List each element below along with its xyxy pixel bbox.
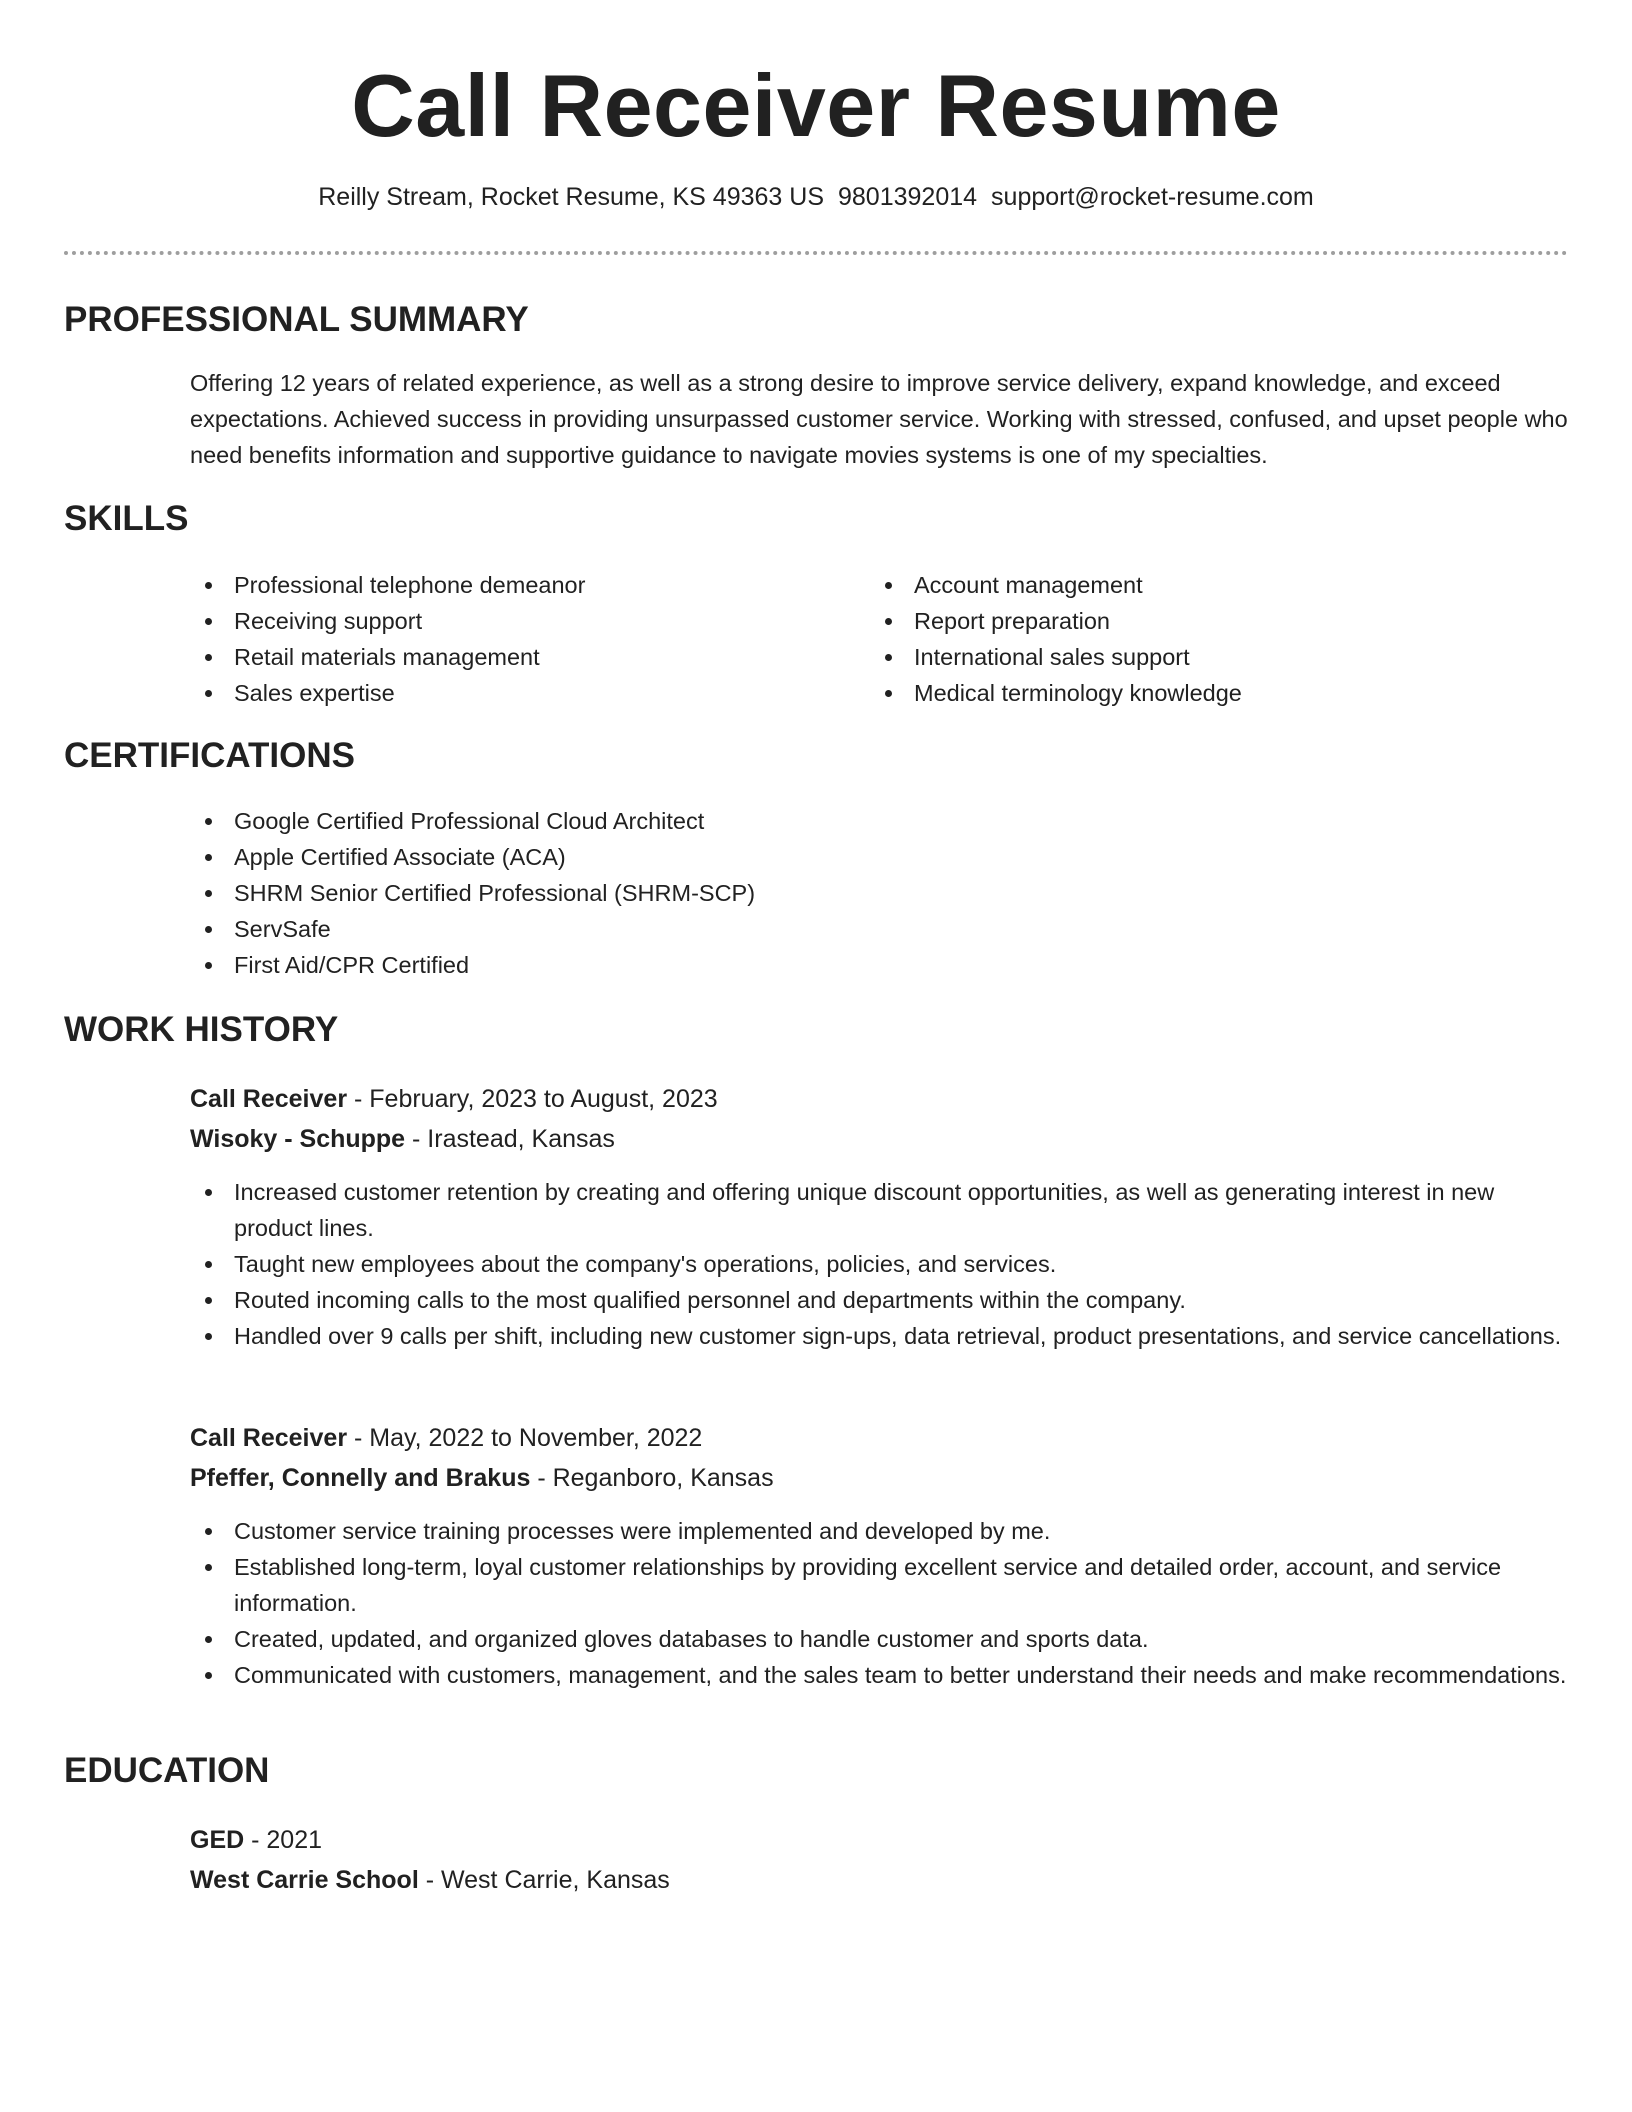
certification-item: First Aid/CPR Certified xyxy=(190,947,1568,983)
job-bullet: Created, updated, and organized gloves databases to handle customer and sports data. xyxy=(190,1621,1568,1657)
header-divider xyxy=(64,251,1568,255)
job-company-line xyxy=(190,1121,615,1157)
skills-heading: SKILLS xyxy=(64,499,189,538)
job-title: Call Receiver xyxy=(190,1424,348,1452)
education-location: - West Carrie, Kansas xyxy=(418,1866,670,1894)
job-title-line xyxy=(190,1081,718,1117)
job-location: - Reganboro, Kansas xyxy=(530,1464,774,1492)
education-year: - 2021 xyxy=(244,1826,323,1854)
resume-title: Call Receiver Resume xyxy=(351,56,1281,155)
skills-list-right xyxy=(870,567,1568,711)
summary-text: Offering 12 years of related experience, as well as a strong desire to improve service delivery, expand knowledge, and exceed expectations. Achieved success in providing unsurpassed customer service. Working with stressed, confused, and upset people who need benefits information and supportive guidance to navigate movies systems is one of my specialties. xyxy=(190,370,1568,468)
summary-heading: PROFESSIONAL SUMMARY xyxy=(64,300,529,339)
job-company-line xyxy=(190,1460,774,1496)
job-bullet: Communicated with customers, management, and the sales team to better understand their needs and make recommendations. xyxy=(190,1657,1568,1693)
certifications-heading: CERTIFICATIONS xyxy=(64,736,356,775)
job-company: Wisoky - Schuppe xyxy=(190,1125,406,1153)
certification-item: Apple Certified Associate (ACA) xyxy=(190,839,1568,875)
job-title: Call Receiver xyxy=(190,1085,348,1113)
skill-item: Professional telephone demeanor xyxy=(190,567,850,603)
contact-email: support@rocket-resume.com xyxy=(991,183,1314,211)
job-dates: - May, 2022 to November, 2022 xyxy=(347,1424,703,1452)
certification-item: Google Certified Professional Cloud Architect xyxy=(190,803,1568,839)
skill-item: Report preparation xyxy=(870,603,1568,639)
certification-item: SHRM Senior Certified Professional (SHRM-SCP) xyxy=(190,875,1568,911)
work-history-heading: WORK HISTORY xyxy=(64,1010,339,1049)
job-bullet: Handled over 9 calls per shift, including new customer sign-ups, data retrieval, product presentations, and service cancellations. xyxy=(190,1318,1568,1354)
education-degree: GED xyxy=(190,1826,245,1854)
skills-list-left xyxy=(190,567,850,711)
job-location: - Irastead, Kansas xyxy=(405,1125,615,1153)
skill-item: Retail materials management xyxy=(190,639,850,675)
contact-phone: 9801392014 xyxy=(838,183,978,211)
job-title-line xyxy=(190,1420,702,1456)
contact-address: Reilly Stream, Rocket Resume, KS 49363 US xyxy=(318,183,824,211)
education-school: West Carrie School xyxy=(190,1866,419,1894)
job-bullet: Customer service training processes were implemented and developed by me. xyxy=(190,1513,1568,1549)
skill-item: Sales expertise xyxy=(190,675,850,711)
skill-item: Receiving support xyxy=(190,603,850,639)
education-heading: EDUCATION xyxy=(64,1751,270,1790)
job-bullet: Taught new employees about the company's operations, policies, and services. xyxy=(190,1246,1568,1282)
job-bullet: Established long-term, loyal customer relationships by providing excellent service and detailed order, account, and service information. xyxy=(190,1549,1568,1621)
skill-item: Account management xyxy=(870,567,1568,603)
job-dates: - February, 2023 to August, 2023 xyxy=(347,1085,718,1113)
education-degree-line xyxy=(190,1822,322,1858)
education-school-line xyxy=(190,1862,670,1898)
contact-line xyxy=(64,180,1568,214)
job-company: Pfeffer, Connelly and Brakus xyxy=(190,1464,531,1492)
job-bullets xyxy=(190,1513,1568,1693)
job-bullets xyxy=(190,1174,1568,1354)
certification-item: ServSafe xyxy=(190,911,1568,947)
job-bullet: Routed incoming calls to the most qualified personnel and departments within the company. xyxy=(190,1282,1568,1318)
certifications-list xyxy=(190,803,1568,983)
skill-item: International sales support xyxy=(870,639,1568,675)
skill-item: Medical terminology knowledge xyxy=(870,675,1568,711)
job-bullet: Increased customer retention by creating and offering unique discount opportunities, as well as generating interest in new product lines. xyxy=(190,1174,1568,1246)
